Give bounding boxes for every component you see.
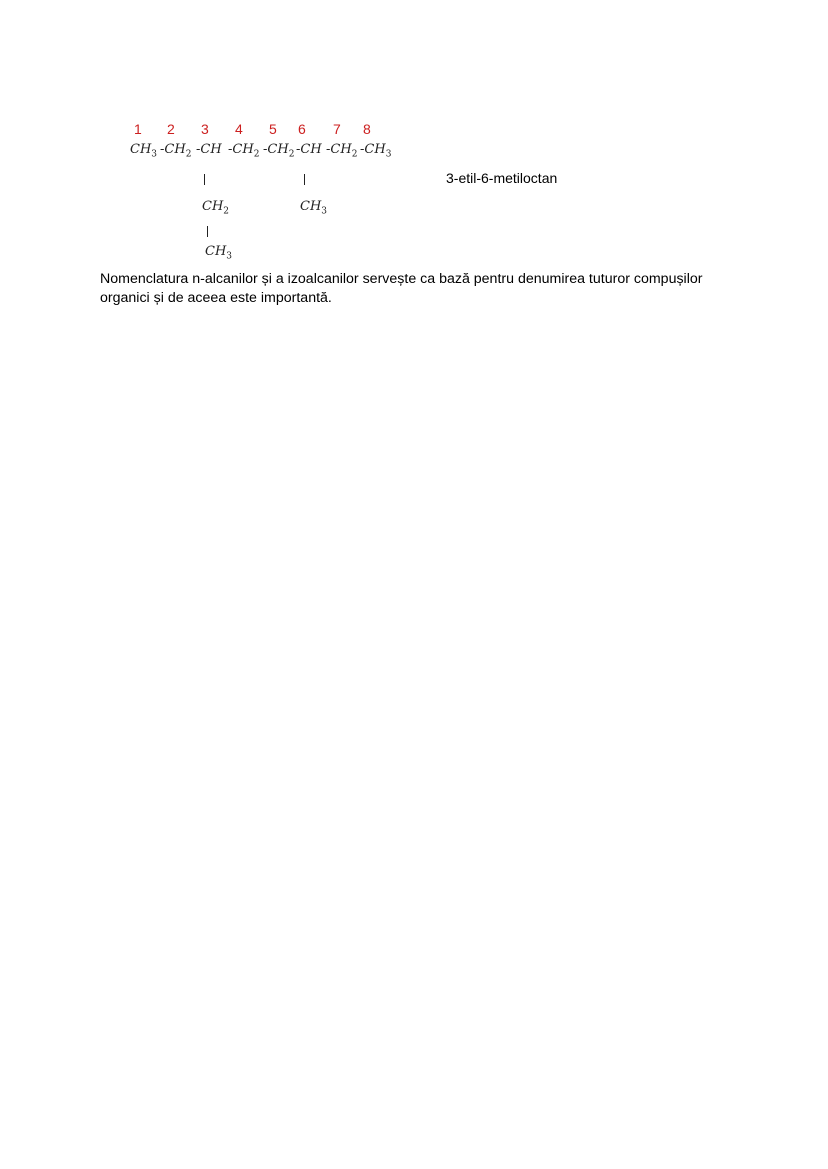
branch-group: $CH_3$ bbox=[300, 199, 328, 217]
carbon-number: 1 bbox=[134, 121, 142, 137]
bond-line bbox=[207, 226, 208, 237]
carbon-number: 5 bbox=[269, 121, 277, 137]
chain-group: -CH bbox=[296, 142, 322, 157]
branch-group: $CH_2$ bbox=[202, 199, 230, 217]
chain-group: $CH_3$ bbox=[130, 142, 158, 160]
carbon-number: 7 bbox=[333, 121, 341, 137]
bond-line bbox=[304, 174, 305, 185]
branch-group: $CH_3$ bbox=[205, 244, 233, 262]
chain-group: $-CH_2$ bbox=[263, 142, 295, 160]
carbon-number: 4 bbox=[235, 121, 243, 137]
bond-line bbox=[204, 174, 205, 185]
carbon-number: 8 bbox=[363, 121, 371, 137]
chain-group: $-CH_3$ bbox=[360, 142, 392, 160]
carbon-number: 6 bbox=[298, 121, 306, 137]
carbon-number: 2 bbox=[167, 121, 175, 137]
chain-group: $-CH_2$ bbox=[160, 142, 192, 160]
carbon-number: 3 bbox=[201, 121, 209, 137]
compound-name: 3-etil-6-metiloctan bbox=[446, 170, 558, 186]
body-paragraph: Nomenclatura n-alcanilor și a izoalcanilor servește ca bază pentru denumirea tuturor compușilor organici și de aceea este importantă. bbox=[100, 271, 703, 306]
chain-group: -CH bbox=[196, 142, 222, 157]
chain-group: $-CH_2$ bbox=[228, 142, 260, 160]
chain-group: $-CH_2$ bbox=[326, 142, 358, 160]
